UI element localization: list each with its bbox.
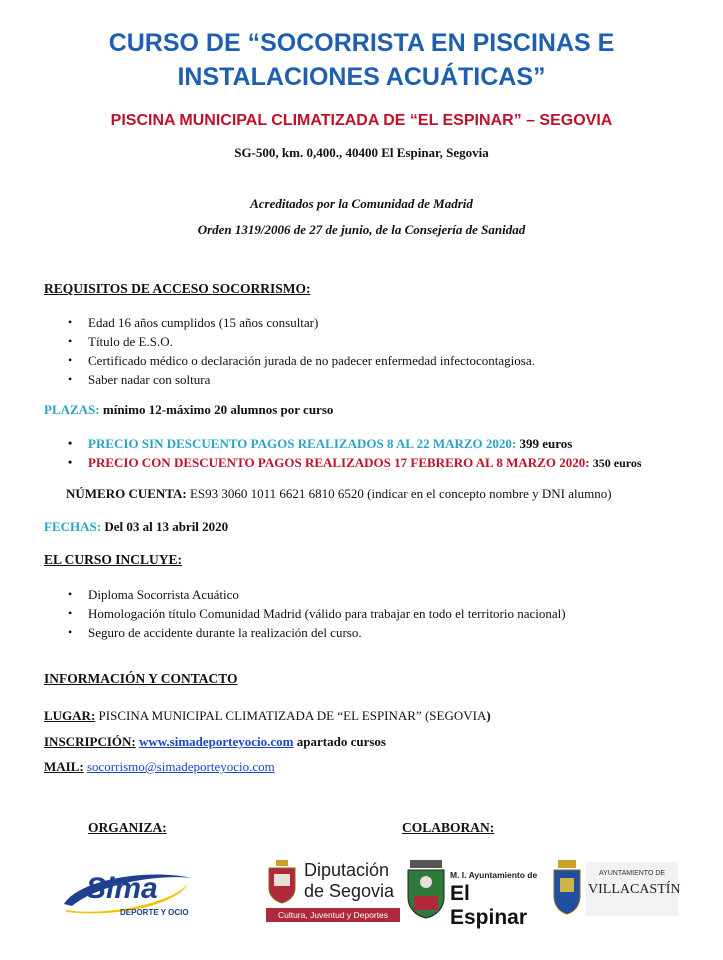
list-item: • Título de E.S.O. bbox=[64, 332, 535, 351]
list-item: • Seguro de accidente durante la realización del curso. bbox=[64, 623, 566, 642]
requirements-heading: REQUISITOS DE ACCESO SOCORRISMO: bbox=[44, 281, 311, 296]
price-item-discount bbox=[64, 453, 642, 473]
colaboran-heading: COLABORAN: bbox=[402, 820, 495, 835]
dates-line bbox=[44, 519, 228, 535]
place-label: LUGAR: bbox=[44, 708, 96, 723]
venue-subtitle: PISCINA MUNICIPAL CLIMATIZADA DE “EL ESPINAR” – SEGOVIA bbox=[110, 112, 613, 129]
espinar-line-2: El Espinar bbox=[450, 882, 528, 929]
diputacion-band: Cultura, Juventud y Deportes bbox=[266, 908, 400, 922]
espinar-line-1: M. I. Ayuntamiento de bbox=[450, 870, 538, 880]
prices-list bbox=[64, 434, 642, 473]
list-item: • Certificado médico o declaración jurada de no padecer enfermedad infectocontagiosa. bbox=[64, 351, 535, 370]
list-item: • Homologación título Comunidad Madrid (válido para trabajar en todo el territorio nacional) bbox=[64, 604, 566, 623]
places-line bbox=[44, 402, 333, 418]
dates-label: FECHAS: bbox=[44, 519, 102, 534]
contact-heading: INFORMACIÓN Y CONTACTO bbox=[44, 671, 238, 686]
diputacion-line-2: de Segovia bbox=[304, 881, 395, 901]
place-value: PISCINA MUNICIPAL CLIMATIZADA DE “EL ESPINAR” (SEGOVIA bbox=[98, 708, 487, 723]
list-item: • Edad 16 años cumplidos (15 años consultar) bbox=[64, 313, 535, 332]
title-line-1: CURSO DE “SOCORRISTA EN PISCINAS E bbox=[108, 29, 615, 57]
places-label: PLAZAS: bbox=[44, 402, 100, 417]
places-value: mínimo 12-máximo 20 alumnos por curso bbox=[102, 402, 334, 417]
signup-suffix: apartado cursos bbox=[296, 734, 386, 749]
list-item: • Diploma Socorrista Acuático bbox=[64, 585, 566, 604]
espinar-shield-icon bbox=[406, 858, 446, 920]
villacastin-line-1: AYUNTAMIENTO DE bbox=[598, 870, 666, 877]
mail-label: MAIL: bbox=[44, 759, 84, 774]
price-value: 399 euros bbox=[519, 436, 573, 451]
includes-heading: EL CURSO INCLUYE: bbox=[44, 552, 183, 567]
sima-name: Sima bbox=[86, 872, 158, 905]
diputacion-logo bbox=[266, 856, 400, 922]
dates-value: Del 03 al 13 abril 2020 bbox=[104, 519, 229, 534]
sima-logo bbox=[58, 862, 198, 924]
requirements-list bbox=[64, 313, 535, 389]
villacastin-line-2: VILLACASTÍN bbox=[588, 882, 681, 897]
price-label: PRECIO SIN DESCUENTO PAGOS REALIZADOS 8 AL 22 MARZO 2020: bbox=[88, 436, 517, 451]
organiza-heading: ORGANIZA: bbox=[88, 820, 167, 835]
accreditation-line-2: Orden 1319/2006 de 27 de junio, de la Consejería de Sanidad bbox=[197, 222, 526, 237]
sima-tagline: DEPORTE Y OCIO bbox=[120, 908, 189, 917]
account-label: NÚMERO CUENTA: bbox=[66, 486, 187, 501]
mail-line bbox=[44, 759, 275, 775]
place-end: ) bbox=[486, 708, 491, 723]
diputacion-line-1: Diputación bbox=[304, 860, 390, 880]
villacastin-logo bbox=[552, 860, 682, 918]
signup-label: INSCRIPCIÓN: bbox=[44, 734, 136, 749]
price-label: PRECIO CON DESCUENTO PAGOS REALIZADOS 17 FEBRERO AL 8 MARZO 2020: bbox=[88, 455, 590, 470]
list-item: • Saber nadar con soltura bbox=[64, 370, 535, 389]
price-item-no-discount bbox=[64, 434, 642, 453]
espinar-logo bbox=[406, 858, 546, 929]
price-value: 350 euros bbox=[592, 456, 642, 470]
title-line-2: INSTALACIONES ACUÁTICAS” bbox=[177, 63, 546, 91]
villacastin-shield-icon bbox=[552, 860, 582, 916]
mail-link[interactable]: socorrismo@simadeporteyocio.com bbox=[86, 759, 275, 774]
place-line bbox=[44, 708, 491, 724]
includes-list bbox=[64, 585, 566, 642]
segovia-shield-icon bbox=[266, 858, 298, 904]
signup-link[interactable]: www.simadeporteyocio.com bbox=[138, 734, 294, 749]
account-value: ES93 3060 1011 6621 6810 6520 (indicar en el concepto nombre y DNI alumno) bbox=[189, 486, 612, 501]
account-line bbox=[66, 486, 612, 502]
address: SG-500, km. 0,400., 40400 El Espinar, Segovia bbox=[234, 145, 489, 160]
accreditation-line-1: Acreditados por la Comunidad de Madrid bbox=[250, 196, 473, 211]
signup-line bbox=[44, 734, 386, 750]
